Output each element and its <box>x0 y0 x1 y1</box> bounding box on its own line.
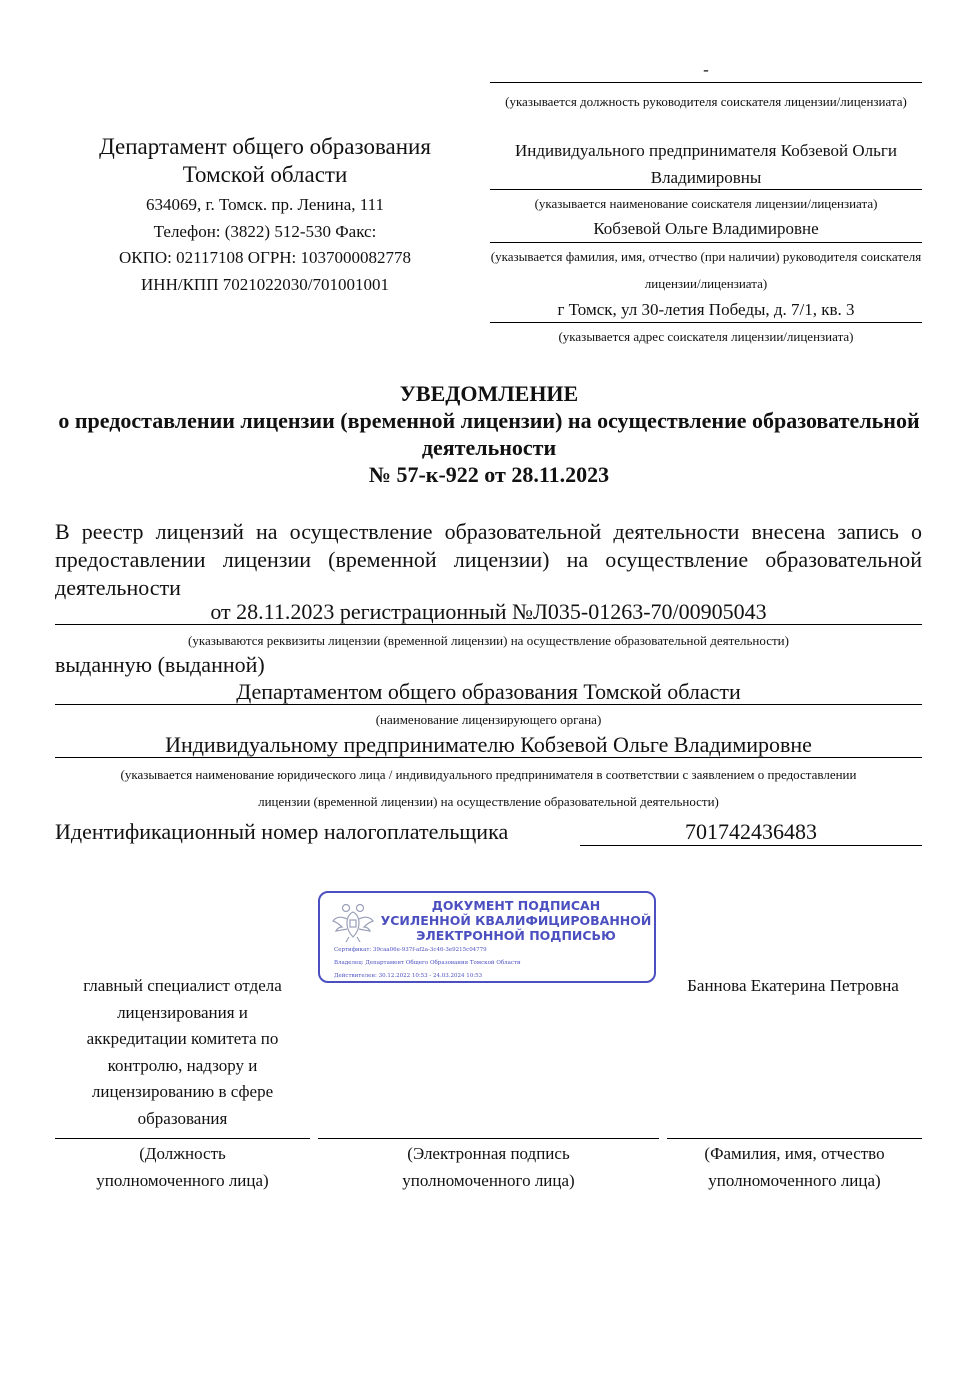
signer-position-line: образования <box>137 1108 228 1128</box>
notice-heading: УВЕДОМЛЕНИЕ <box>399 381 579 406</box>
stamp-title <box>380 898 652 943</box>
caption-licensee-1: (указывается наименование юридического лица / индивидуального предпринимателя в соответствии с заявлением о предоставлении <box>120 767 857 782</box>
signer-position <box>55 973 310 1132</box>
inn-label: Идентификационный номер налогоплательщика <box>55 819 509 844</box>
caption-line: (Должность <box>139 1144 226 1163</box>
signature-line-position <box>55 1138 310 1139</box>
divider <box>490 189 922 190</box>
caption-signer-fio <box>667 1140 922 1194</box>
stamp-owner: Владелец: Департамент Общего Образования Томской Области <box>334 960 521 966</box>
signer-position-line: аккредитации комитета по <box>86 1029 279 1048</box>
divider <box>55 757 922 758</box>
signer-name: Баннова Екатерина Петровна <box>687 976 899 995</box>
signer-position-line: главный специалист отдела <box>83 976 282 995</box>
body-line-1: В реестр лицензий на осуществление образовательной деятельности внесена запись о <box>55 519 922 544</box>
caption-line: (Фамилия, имя, отчество <box>704 1144 885 1163</box>
caption-fio: (указывается фамилия, имя, отчество (при наличии) руководителя соискателя лицензии/лицензиата) <box>490 249 922 291</box>
notice-title <box>40 380 938 488</box>
caption-line: (Электронная подпись <box>407 1144 570 1163</box>
recipient-fio: Кобзевой Ольге Владимировне <box>593 219 819 238</box>
licensee-name: Индивидуальному предпринимателю Кобзевой Ольге Владимировне <box>165 732 812 757</box>
recipient-address: г Томск, ул 30-летия Победы, д. 7/1, кв. 3 <box>557 300 855 319</box>
org-name-line1: Департамент общего образования <box>99 134 431 159</box>
stamp-title-line3: ЭЛЕКТРОННОЙ ПОДПИСЬЮ <box>416 928 616 943</box>
signer-position-line: лицензированию в сфере <box>91 1082 274 1101</box>
e-signature-stamp <box>318 891 656 983</box>
stamp-title-line2: УСИЛЕННОЙ КВАЛИФИЦИРОВАННОЙ <box>380 913 652 928</box>
caption-issuer: (наименование лицензирующего органа) <box>375 712 602 727</box>
org-okpo: ОКПО: 02117108 ОГРН: 1037000082778 <box>118 248 412 267</box>
caption-licensee-2: лицензии (временной лицензии) на осуществление образовательной деятельности) <box>258 794 719 809</box>
org-address: 634069, г. Томск. пр. Ленина, 111 <box>145 195 385 214</box>
divider <box>490 322 922 323</box>
license-details: от 28.11.2023 регистрационный №Л035-01263-70/00905043 <box>210 599 767 624</box>
caption-line: уполномоченного лица) <box>402 1171 575 1190</box>
stamp-title-line1: ДОКУМЕНТ ПОДПИСАН <box>431 898 601 913</box>
body-line-3: деятельности <box>55 575 181 600</box>
divider <box>490 82 922 83</box>
caption-line: уполномоченного лица) <box>96 1171 269 1190</box>
caption-signer-esign <box>318 1140 659 1194</box>
caption-position: (указывается должность руководителя соискателя лицензии/лицензиата) <box>505 94 907 109</box>
caption-address: (указывается адрес соискателя лицензии/лицензиата) <box>558 329 854 344</box>
coat-of-arms-icon <box>330 899 376 945</box>
divider <box>55 704 922 705</box>
org-name-line2: Томской области <box>182 162 348 187</box>
notice-subtitle-1: о предоставлении лицензии (временной лицензии) на осуществление образовательной <box>58 408 920 433</box>
issued-label: выданную (выданной) <box>55 652 265 677</box>
notice-number: № 57-к-922 от 28.11.2023 <box>368 462 610 487</box>
org-phone: Телефон: (3822) 512-530 Факс: <box>153 221 377 241</box>
issuer-name: Департаментом общего образования Томской области <box>236 679 741 704</box>
stamp-valid: Действителен: 30.12.2022 10:53 - 24.03.2024 10:53 <box>334 973 483 979</box>
caption-license-details: (указываются реквизиты лицензии (временной лицензии) на осуществление образовательной деятельности) <box>188 633 789 648</box>
body-line-2: предоставлении лицензии (временной лицензии) на осуществление образовательной <box>55 547 922 572</box>
inn-value: 701742436483 <box>685 819 817 844</box>
stamp-certificate: Сертификат: 39caa06e-937f-af2a-3c46-3e9215c04779 <box>334 947 487 953</box>
recipient-name: Индивидуального предпринимателя Кобзевой Ольги Владимировны <box>515 141 897 187</box>
caption-line: уполномоченного лица) <box>708 1171 881 1190</box>
divider <box>55 624 922 625</box>
org-details <box>40 192 490 298</box>
signer-position-line: контролю, надзору и <box>107 1055 258 1075</box>
org-name <box>40 133 490 189</box>
notice-subtitle-2: деятельности <box>421 435 557 460</box>
position-value: - <box>703 60 709 79</box>
signature-line-esign <box>318 1138 659 1139</box>
caption-name: (указывается наименование соискателя лицензии/лицензиата) <box>534 196 878 211</box>
divider <box>580 845 922 846</box>
signer-position-line: лицензирования и <box>117 1002 248 1022</box>
org-inn: ИНН/КПП 7021022030/701001001 <box>141 274 389 294</box>
caption-signer-position <box>55 1140 310 1194</box>
signature-line-fio <box>667 1138 922 1139</box>
